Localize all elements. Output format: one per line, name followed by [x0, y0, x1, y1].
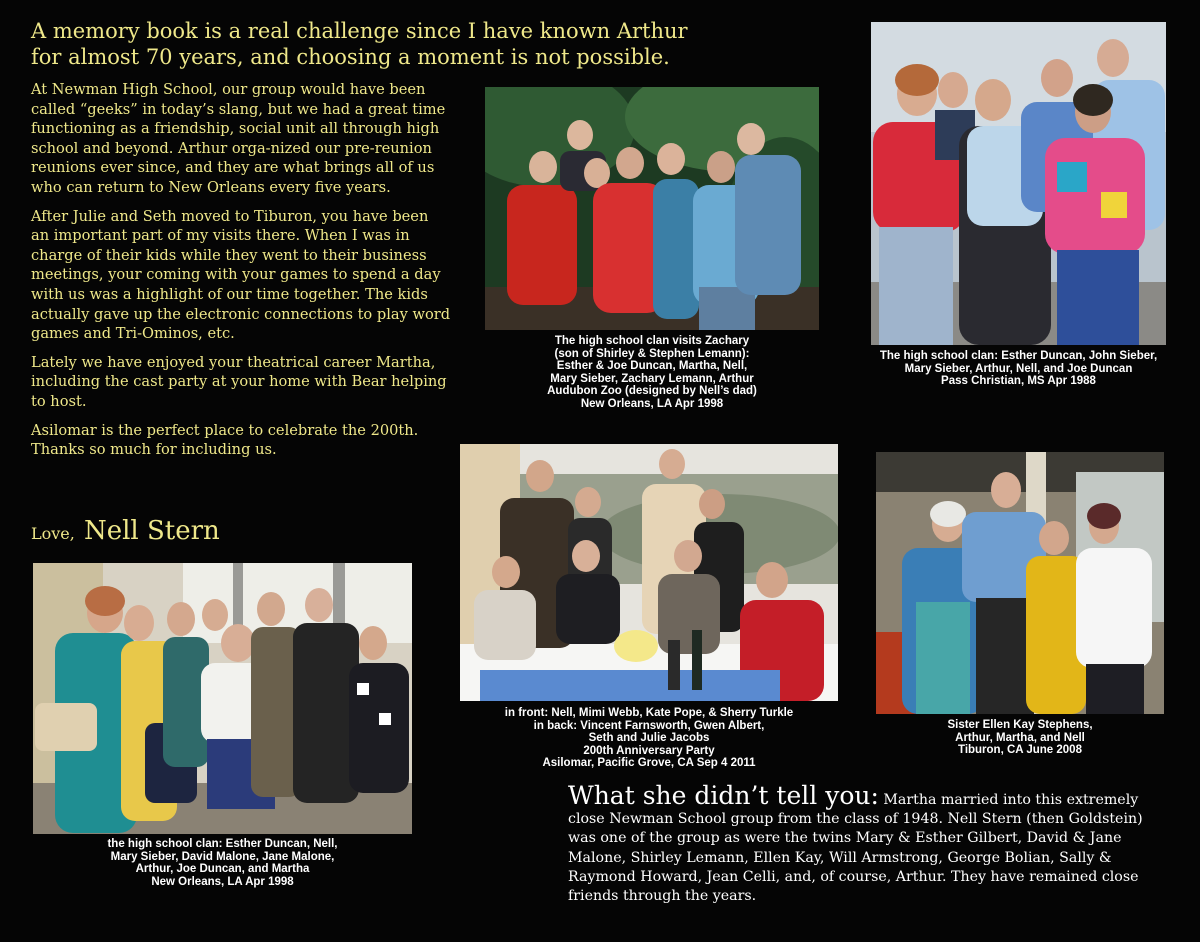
- letter-paragraph-3: Lately we have enjoyed your theatrical career Martha, including the cast party at your home with Bear helping to host.: [31, 353, 447, 410]
- photo-asilomar: [460, 444, 838, 701]
- signoff-love: Love,: [31, 524, 75, 543]
- photo-tiburon: [876, 452, 1164, 714]
- photo-new-orleans: [33, 563, 412, 834]
- caption-zoo: The high school clan visits Zachary (son of Shirley & Stephen Lemann): Esther & Joe Duncan, Martha, Nell, Mary Sieber, Zachary Lemann, Arthur Audubon Zoo (designed by Nell’s dad) New Orleans, LA Apr 1998: [547, 335, 757, 410]
- letter-body: [31, 80, 451, 469]
- heading-line-1: A memory book is a real challenge since I have known Arthur: [31, 19, 688, 43]
- what-she-didnt-tell-you: [568, 781, 1168, 906]
- bottom-lead: What she didn’t tell you:: [568, 781, 879, 810]
- caption-tiburon: Sister Ellen Kay Stephens, Arthur, Martha, and Nell Tiburon, CA June 2008: [947, 719, 1093, 757]
- letter-signoff: [31, 516, 220, 546]
- caption-pass-christian: The high school clan: Esther Duncan, John Sieber, Mary Sieber, Arthur, Nell, and Joe Duncan Pass Christian, MS Apr 1988: [879, 350, 1158, 388]
- heading-line-2: for almost 70 years, and choosing a moment is not possible.: [31, 45, 670, 69]
- letter-paragraph-4: Asilomar is the perfect place to celebrate the 200th. Thanks so much for including us.: [31, 421, 419, 459]
- caption-new-orleans: the high school clan: Esther Duncan, Nell, Mary Sieber, David Malone, Jane Malone, Arthur, Joe Duncan, and Martha New Orleans, LA Apr 1998: [107, 838, 338, 888]
- photo-zoo-group: [485, 87, 819, 330]
- letter-paragraph-1: At Newman High School, our group would have been called “geeks” in today’s slang, but we had a great time functioning as a friendship, social unit all through high school and beyond. Arthur orga-nized our pre-reunion reunions ever since, and they are what brings all of us who can return to New Orleans every five years.: [31, 81, 446, 196]
- page-heading: [31, 18, 851, 70]
- letter-paragraph-2: After Julie and Seth moved to Tiburon, you have been an important part of my visits there. When I was in charge of their kids while they went to their business meetings, your coming with your games to spend a day with us was a highlight of our time together. The kids actually gave up the electronic connections to play word games and Tri-Ominos, etc.: [31, 207, 451, 343]
- photo-pass-christian: [871, 22, 1166, 345]
- caption-asilomar: in front: Nell, Mimi Webb, Kate Pope, & Sherry Turkle in back: Vincent Farnsworth, Gwen Albert, Seth and Julie Jacobs 200th Anniversary Party Asilomar, Pacific Grove, CA Sep 4 2011: [504, 707, 794, 770]
- signoff-name: Nell Stern: [83, 516, 220, 546]
- bottom-body: Martha married into this extremely close Newman School group from the class of 1948. Nell Stern (then Goldstein) was one of the group as were the twins Mary & Esther Gilbert, David & Jane Malone, Shirley Lemann, Ellen Kay, Will Armstrong, George Bolian, Sally & Raymond Howard, Jean Celli, and, of course, Arthur. They have remained close friends through the years.: [568, 792, 1143, 905]
